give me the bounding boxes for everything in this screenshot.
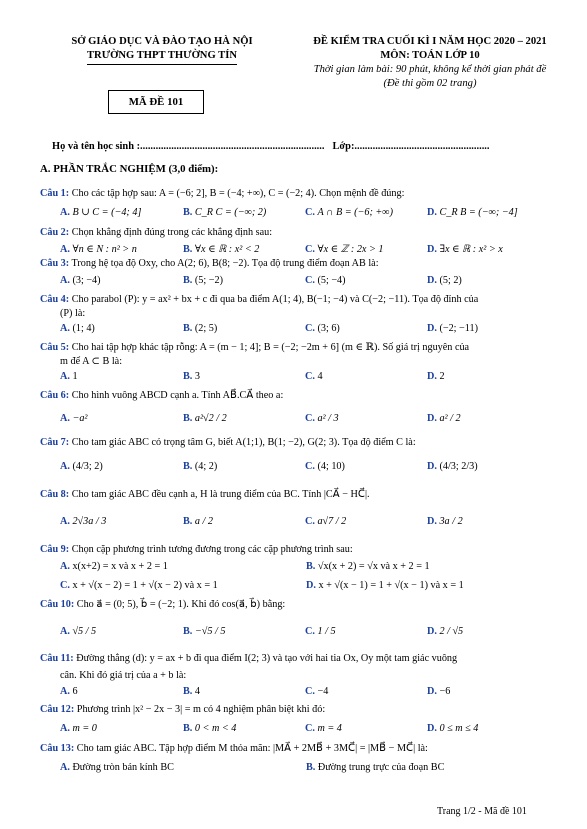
question-text: Đường thẳng (d): y = ax + b đi qua điểm I(2; 3) và tạo với hai tia Ox, Oy một tam giác vuông: [76, 653, 458, 664]
question-text: Cho parabol (P): y = ax² + bx + c đi qua ba điểm A(1; 4), B(−1; −4) và C(−2; −11). Tọa độ đỉnh của: [71, 294, 479, 305]
option-b: B. 4: [183, 686, 200, 697]
option-b: B. a²√2 / 2: [183, 413, 227, 424]
question-2: [40, 227, 555, 240]
option-b: B. 3: [183, 371, 200, 382]
question-number: Câu 1:: [40, 188, 70, 199]
question-9: [40, 544, 555, 557]
option-b: B. −√5 / 5: [183, 626, 226, 637]
section-title: A. PHẦN TRẮC NGHIỆM (3,0 điểm):: [40, 163, 219, 175]
question-11-continued: cân. Khi đó giá trị của a + b là:: [60, 670, 187, 681]
header-left: [52, 35, 272, 65]
option-a: A. B ∪ C = (−4; 4]: [60, 207, 142, 218]
option-c: C. x + √(x − 2) = 1 + √(x − 2) và x = 1: [60, 580, 218, 591]
question-10: [40, 599, 555, 612]
question-3: [40, 258, 555, 271]
question-8: [40, 489, 555, 502]
exam-pages-note: (Đề thi gồm 02 trang): [383, 77, 477, 89]
option-b: B. (4; 2): [183, 461, 218, 472]
option-c: C. ∀x ∈ ℤ : 2x > 1: [305, 244, 384, 255]
question-text: Chọn khẳng định đúng trong các khẳng định sau:: [71, 227, 273, 238]
student-class-label: Lớp:....................................................: [332, 141, 490, 152]
option-d: D. C_R B = (−∞; −4]: [427, 207, 518, 218]
option-b: B. 0 < m < 4: [183, 723, 237, 734]
option-d: D. 2 / √5: [427, 626, 464, 637]
option-a: A. 1: [60, 371, 78, 382]
question-1: [40, 188, 555, 201]
question-6: [40, 390, 555, 403]
option-a: A. x(x+2) = x và x + 2 = 1: [60, 561, 168, 572]
student-name-label: Họ và tên học sinh :.......................................................................: [52, 141, 325, 152]
question-4: [40, 294, 555, 307]
question-number: Câu 3:: [40, 258, 70, 269]
option-d: D. 3a / 2: [427, 516, 463, 527]
option-a: A. 2√3a / 3: [60, 516, 107, 527]
option-d: D. (4/3; 2/3): [427, 461, 478, 472]
question-5-options: [60, 371, 560, 385]
question-number: Câu 8:: [40, 489, 70, 500]
option-b: B. (2; 5): [183, 323, 218, 334]
option-d: D. 2: [427, 371, 445, 382]
option-d: D. a² / 2: [427, 413, 461, 424]
question-10-options: [60, 626, 560, 640]
option-b: B. Đường trung trực của đoạn BC: [306, 762, 445, 773]
question-text: Cho hình vuông ABCD cạnh a. Tính AB⃗.CA⃗ theo a:: [71, 390, 284, 401]
question-text: Cho tam giác ABC có trọng tâm G, biết A(1;1), B(1; −2), G(2; 3). Tọa độ điểm C là:: [71, 437, 416, 448]
page-footer: Trang 1/2 - Mã đề 101: [437, 806, 527, 817]
question-text: Cho các tập hợp sau: A = (−6; 2], B = (−4; +∞), C = (−2; 4). Chọn mệnh đề đúng:: [71, 188, 405, 199]
header-right: [280, 35, 580, 91]
option-b: B. √x(x + 2) = √x và x + 2 = 1: [306, 561, 430, 572]
option-b: B. a / 2: [183, 516, 214, 527]
option-d: D. x + √(x − 1) = 1 + √(x − 1) và x = 1: [306, 580, 464, 591]
question-text: Phương trình |x² − 2x − 3| = m có 4 nghiệm phân biệt khi đó:: [76, 704, 326, 715]
question-number: Câu 4:: [40, 294, 70, 305]
question-number: Câu 13:: [40, 743, 75, 754]
question-number: Câu 7:: [40, 437, 70, 448]
question-number: Câu 10:: [40, 599, 75, 610]
question-text: Chọn cặp phương trình tương đương trong các cặp phương trình sau:: [71, 544, 353, 555]
option-d: D. −6: [427, 686, 451, 697]
option-b: B. (5; −2): [183, 275, 223, 286]
option-d: D. 0 ≤ m ≤ 4: [427, 723, 479, 734]
option-d: D. ∃x ∈ ℝ : x² > x: [427, 244, 503, 255]
question-text: Cho tam giác ABC. Tập hợp điểm M thỏa mãn: |MA⃗ + 2MB⃗ + 3MC⃗| = |MB⃗ − MC⃗| là:: [76, 743, 428, 754]
department-name: SỞ GIÁO DỤC VÀ ĐÀO TẠO HÀ NỘI: [71, 36, 253, 47]
option-c: C. 4: [305, 371, 323, 382]
exam-subject: MÔN: TOÁN LỚP 10: [380, 49, 480, 61]
question-text: Trong hệ tọa độ Oxy, cho A(2; 6), B(8; −2). Tọa độ trung điểm đoạn AB là:: [71, 258, 379, 269]
question-text: Cho hai tập hợp khác tập rỗng: A = (m − 1; 4]; B = (−2; −2m + 6] (m ∈ ℝ). Số giá trị nguyên của: [71, 342, 470, 353]
option-d: D. (5; 2): [427, 275, 462, 286]
option-a: A. (1; 4): [60, 323, 95, 334]
question-number: Câu 12:: [40, 704, 75, 715]
question-7-options: [60, 461, 560, 475]
option-c: C. (5; −4): [305, 275, 346, 286]
option-c: C. −4: [305, 686, 329, 697]
option-c: C. m = 4: [305, 723, 342, 734]
question-7: [40, 437, 555, 450]
question-5-continued: m để A ⊂ B là:: [60, 356, 123, 367]
question-3-options: [60, 275, 560, 289]
school-name: TRƯỜNG THPT THƯỜNG TÍN: [87, 49, 237, 65]
question-2-options: [60, 244, 560, 258]
question-text: Cho a⃗ = (0; 5), b⃗ = (−2; 1). Khi đó cos(a⃗, b⃗) bằng:: [76, 599, 286, 610]
question-6-options: [60, 413, 560, 427]
option-a: A. Đường tròn bán kính BC: [60, 762, 174, 773]
option-b: B. ∀x ∈ ℝ : x² < 2: [183, 244, 260, 255]
question-13: [40, 743, 555, 756]
question-13-options: [60, 762, 560, 776]
question-number: Câu 5:: [40, 342, 70, 353]
exam-code-box: MÃ ĐỀ 101: [108, 90, 204, 114]
option-a: A. −a²: [60, 413, 88, 424]
option-a: A. 6: [60, 686, 78, 697]
option-c: C. A ∩ B = (−6; +∞): [305, 207, 393, 218]
option-c: C. a√7 / 2: [305, 516, 347, 527]
option-a: A. √5 / 5: [60, 626, 97, 637]
question-number: Câu 11:: [40, 653, 74, 664]
question-9-options-row1: [60, 561, 560, 575]
question-number: Câu 2:: [40, 227, 70, 238]
question-9-options-row2: [60, 580, 560, 594]
option-a: A. (3; −4): [60, 275, 101, 286]
option-c: C. 1 / 5: [305, 626, 336, 637]
option-c: C. (3; 6): [305, 323, 340, 334]
question-number: Câu 6:: [40, 390, 70, 401]
question-12: [40, 704, 555, 717]
question-number: Câu 9:: [40, 544, 70, 555]
exam-title: ĐỀ KIỂM TRA CUỐI KÌ I NĂM HỌC 2020 – 2021: [313, 36, 547, 47]
option-a: A. m = 0: [60, 723, 97, 734]
question-text: Cho tam giác ABC đều cạnh a, H là trung điểm của BC. Tính |CA⃗ − HC⃗|.: [71, 489, 370, 500]
question-12-options: [60, 723, 560, 737]
question-11: [40, 653, 555, 666]
question-8-options: [60, 516, 560, 530]
option-d: D. (−2; −11): [427, 323, 479, 334]
option-a: A. (4/3; 2): [60, 461, 103, 472]
option-c: C. (4; 10): [305, 461, 345, 472]
option-a: A. ∀n ∈ N : n² > n: [60, 244, 137, 255]
question-4-options: [60, 323, 560, 337]
option-c: C. a² / 3: [305, 413, 339, 424]
exam-time-note: Thời gian làm bài: 90 phút, không kể thời gian phát đề: [313, 63, 547, 75]
student-info-line: [52, 140, 490, 153]
question-4-continued: (P) là:: [60, 308, 86, 319]
option-b: B. C_R C = (−∞; 2): [183, 207, 267, 218]
question-1-options: [60, 207, 560, 221]
question-11-options: [60, 686, 560, 700]
question-5: [40, 342, 555, 355]
